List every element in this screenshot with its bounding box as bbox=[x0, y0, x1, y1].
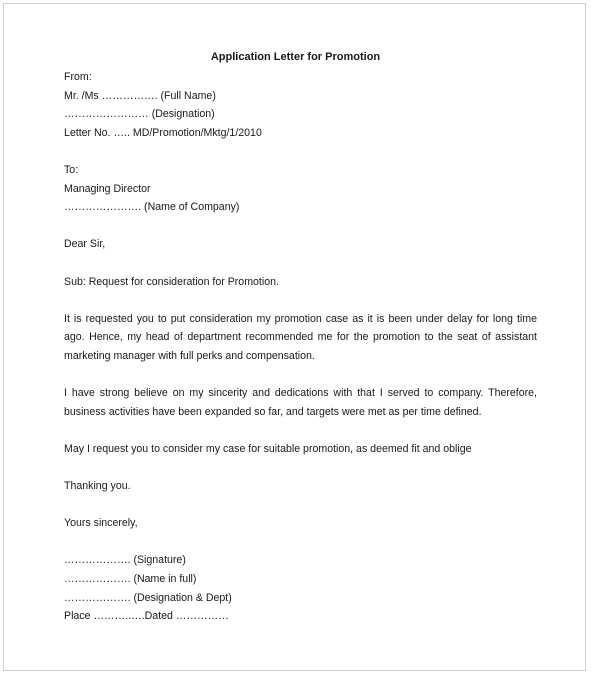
to-heading: To: bbox=[64, 163, 79, 176]
spacer bbox=[64, 142, 537, 161]
body-paragraph-2: I have strong believe on my sincerity and dedications with that I served to company. Therefore, business activities have been expanded so far, and targets were met as per time defined. bbox=[64, 387, 537, 418]
body-paragraph-3: May I request you to consider my case for suitable promotion, as deemed fit and oblige bbox=[64, 442, 472, 455]
subject-line: Sub: Request for consideration for Promotion. bbox=[64, 275, 279, 288]
designation-dept-line: ………………. (Designation & Dept) bbox=[64, 591, 232, 604]
spacer bbox=[64, 496, 537, 515]
thanks-line: Thanking you. bbox=[64, 480, 131, 493]
from-heading: From: bbox=[64, 71, 92, 83]
spacer bbox=[64, 291, 537, 310]
letter-title: Application Letter for Promotion bbox=[210, 51, 381, 63]
full-name-line: ………………. (Name in full) bbox=[64, 573, 197, 586]
company-line: …………………. (Name of Company) bbox=[64, 201, 240, 214]
spacer bbox=[64, 217, 537, 236]
closing-line: Yours sincerely, bbox=[64, 517, 138, 530]
sender-designation-line: …………………… (Designation) bbox=[64, 108, 215, 121]
signature-line: ………………. (Signature) bbox=[64, 554, 186, 567]
body-paragraph-1: It is requested you to put consideration my promotion case as it is been under delay for long time ago. Hence, my head of department recommended me for the promotion to the seat of assistant marketing manager with full perks and compensation. bbox=[64, 312, 537, 362]
spacer bbox=[64, 458, 537, 477]
letter-body bbox=[64, 68, 537, 626]
salutation: Dear Sir, bbox=[64, 238, 106, 251]
letter-number: Letter No. ….. MD/Promotion/Mktg/1/2010 bbox=[64, 126, 262, 139]
spacer bbox=[64, 366, 537, 385]
spacer bbox=[64, 533, 537, 552]
sender-name-line: Mr. /Ms ……………. (Full Name) bbox=[64, 89, 216, 102]
recipient-title: Managing Director bbox=[64, 182, 151, 195]
spacer bbox=[64, 254, 537, 273]
spacer bbox=[64, 421, 537, 440]
place-date-line: Place ………..….Dated …………… bbox=[64, 610, 229, 623]
